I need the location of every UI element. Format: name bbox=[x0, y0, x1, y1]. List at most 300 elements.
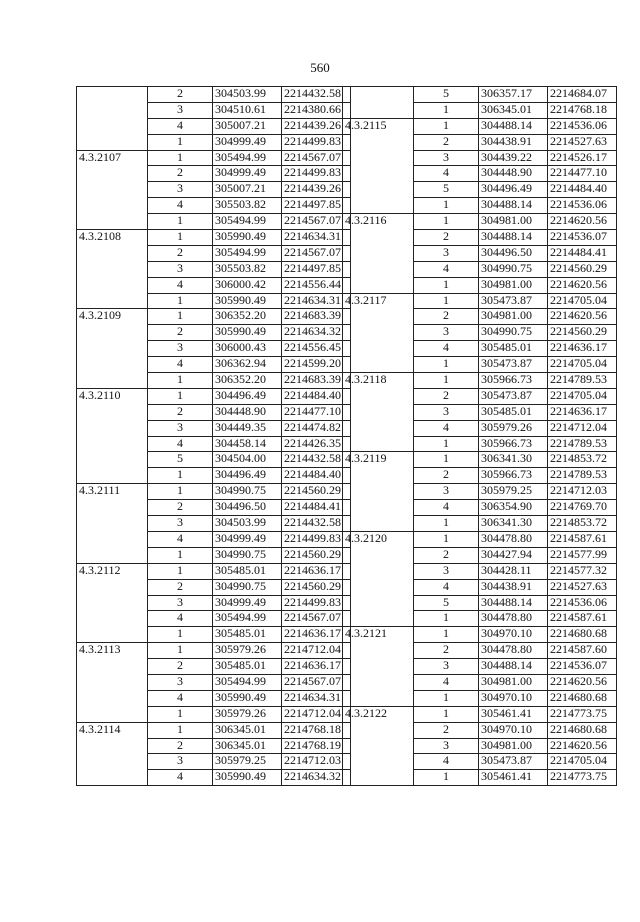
point-number: 5 bbox=[414, 595, 479, 611]
x-coordinate: 304970.10 bbox=[479, 722, 548, 738]
x-coordinate: 304496.50 bbox=[213, 500, 282, 516]
point-number: 1 bbox=[414, 452, 479, 468]
x-coordinate: 304488.14 bbox=[479, 659, 548, 675]
point-number: 1 bbox=[414, 198, 479, 214]
point-number: 3 bbox=[148, 516, 213, 532]
x-coordinate: 306341.30 bbox=[479, 452, 548, 468]
x-coordinate: 305990.49 bbox=[213, 230, 282, 246]
coordinates-table-left bbox=[76, 86, 351, 786]
y-coordinate: 2214768.18 bbox=[548, 102, 617, 118]
parcel-id: 4.3.2112 bbox=[77, 563, 148, 642]
y-coordinate: 2214499.83 bbox=[282, 595, 351, 611]
point-number: 4 bbox=[148, 118, 213, 134]
y-coordinate: 2214484.40 bbox=[282, 388, 351, 404]
coordinates-table-right bbox=[342, 86, 617, 786]
y-coordinate: 2214560.29 bbox=[548, 325, 617, 341]
point-number: 1 bbox=[148, 547, 213, 563]
point-number: 1 bbox=[414, 690, 479, 706]
parcel-id: 4.3.2108 bbox=[77, 230, 148, 309]
y-coordinate: 2214712.04 bbox=[282, 706, 351, 722]
table-row bbox=[343, 531, 617, 547]
y-coordinate: 2214560.29 bbox=[282, 484, 351, 500]
y-coordinate: 2214712.03 bbox=[282, 754, 351, 770]
x-coordinate: 305485.01 bbox=[479, 404, 548, 420]
x-coordinate: 304503.99 bbox=[213, 87, 282, 103]
y-coordinate: 2214620.56 bbox=[548, 309, 617, 325]
y-coordinate: 2214620.56 bbox=[548, 214, 617, 230]
table-row bbox=[343, 452, 617, 468]
y-coordinate: 2214439.26 bbox=[282, 182, 351, 198]
parcel-id: 4.3.2117 bbox=[343, 293, 414, 372]
x-coordinate: 304478.80 bbox=[479, 643, 548, 659]
x-coordinate: 304488.14 bbox=[479, 198, 548, 214]
y-coordinate: 2214477.10 bbox=[282, 404, 351, 420]
y-coordinate: 2214567.07 bbox=[282, 150, 351, 166]
point-number: 1 bbox=[414, 102, 479, 118]
parcel-id: 4.3.2113 bbox=[77, 643, 148, 722]
y-coordinate: 2214769.70 bbox=[548, 500, 617, 516]
x-coordinate: 305990.49 bbox=[213, 293, 282, 309]
x-coordinate: 304999.49 bbox=[213, 595, 282, 611]
y-coordinate: 2214636.17 bbox=[282, 627, 351, 643]
x-coordinate: 305966.73 bbox=[479, 373, 548, 389]
x-coordinate: 305990.49 bbox=[213, 690, 282, 706]
y-coordinate: 2214705.04 bbox=[548, 388, 617, 404]
point-number: 1 bbox=[414, 627, 479, 643]
y-coordinate: 2214536.06 bbox=[548, 595, 617, 611]
point-number: 3 bbox=[414, 738, 479, 754]
y-coordinate: 2214634.31 bbox=[282, 690, 351, 706]
parcel-id: 4.3.2114 bbox=[77, 722, 148, 786]
y-coordinate: 2214567.07 bbox=[282, 214, 351, 230]
point-number: 4 bbox=[414, 420, 479, 436]
y-coordinate: 2214684.07 bbox=[548, 87, 617, 103]
x-coordinate: 304488.14 bbox=[479, 595, 548, 611]
y-coordinate: 2214432.58 bbox=[282, 516, 351, 532]
x-coordinate: 306354.90 bbox=[479, 500, 548, 516]
parcel-id: 4.3.2120 bbox=[343, 531, 414, 626]
table-row bbox=[343, 87, 617, 103]
point-number: 3 bbox=[148, 182, 213, 198]
point-number: 2 bbox=[414, 134, 479, 150]
point-number: 1 bbox=[414, 531, 479, 547]
table-row bbox=[77, 388, 351, 404]
point-number: 2 bbox=[414, 547, 479, 563]
parcel-id: 4.3.2118 bbox=[343, 373, 414, 452]
point-number: 2 bbox=[414, 388, 479, 404]
y-coordinate: 2214634.31 bbox=[282, 293, 351, 309]
table-row bbox=[343, 293, 617, 309]
point-number: 3 bbox=[414, 563, 479, 579]
x-coordinate: 305966.73 bbox=[479, 468, 548, 484]
x-coordinate: 306345.01 bbox=[213, 738, 282, 754]
y-coordinate: 2214620.56 bbox=[548, 738, 617, 754]
parcel-id: 4.3.2115 bbox=[343, 118, 414, 213]
point-number: 1 bbox=[148, 484, 213, 500]
point-number: 1 bbox=[148, 627, 213, 643]
y-coordinate: 2214705.04 bbox=[548, 754, 617, 770]
y-coordinate: 2214527.63 bbox=[548, 579, 617, 595]
point-number: 3 bbox=[414, 150, 479, 166]
x-coordinate: 304478.80 bbox=[479, 611, 548, 627]
x-coordinate: 304496.49 bbox=[213, 468, 282, 484]
point-number: 4 bbox=[148, 436, 213, 452]
point-number: 1 bbox=[148, 722, 213, 738]
y-coordinate: 2214634.32 bbox=[282, 325, 351, 341]
x-coordinate: 304439.22 bbox=[479, 150, 548, 166]
x-coordinate: 304990.75 bbox=[213, 484, 282, 500]
x-coordinate: 306345.01 bbox=[213, 722, 282, 738]
point-number: 2 bbox=[414, 309, 479, 325]
x-coordinate: 304970.10 bbox=[479, 690, 548, 706]
y-coordinate: 2214560.29 bbox=[282, 547, 351, 563]
y-coordinate: 2214426.35 bbox=[282, 436, 351, 452]
x-coordinate: 304510.61 bbox=[213, 102, 282, 118]
table-row bbox=[343, 706, 617, 722]
table-row bbox=[77, 484, 351, 500]
x-coordinate: 304981.00 bbox=[479, 277, 548, 293]
point-number: 1 bbox=[414, 611, 479, 627]
point-number: 4 bbox=[148, 690, 213, 706]
point-number: 1 bbox=[414, 516, 479, 532]
x-coordinate: 304488.14 bbox=[479, 230, 548, 246]
x-coordinate: 304981.00 bbox=[479, 214, 548, 230]
y-coordinate: 2214536.07 bbox=[548, 659, 617, 675]
x-coordinate: 306000.42 bbox=[213, 277, 282, 293]
point-number: 1 bbox=[414, 706, 479, 722]
x-coordinate: 305990.49 bbox=[213, 770, 282, 786]
table-row bbox=[77, 150, 351, 166]
x-coordinate: 304999.49 bbox=[213, 166, 282, 182]
y-coordinate: 2214683.39 bbox=[282, 373, 351, 389]
point-number: 1 bbox=[414, 436, 479, 452]
x-coordinate: 304970.10 bbox=[479, 627, 548, 643]
x-coordinate: 304448.90 bbox=[213, 404, 282, 420]
point-number: 1 bbox=[148, 468, 213, 484]
x-coordinate: 305494.99 bbox=[213, 674, 282, 690]
point-number: 1 bbox=[414, 770, 479, 786]
x-coordinate: 305461.41 bbox=[479, 770, 548, 786]
point-number: 3 bbox=[414, 325, 479, 341]
point-number: 1 bbox=[148, 214, 213, 230]
x-coordinate: 305990.49 bbox=[213, 325, 282, 341]
x-coordinate: 304981.00 bbox=[479, 738, 548, 754]
point-number: 5 bbox=[414, 87, 479, 103]
x-coordinate: 304438.91 bbox=[479, 579, 548, 595]
point-number: 3 bbox=[414, 484, 479, 500]
x-coordinate: 305473.87 bbox=[479, 357, 548, 373]
point-number: 4 bbox=[414, 166, 479, 182]
point-number: 4 bbox=[414, 674, 479, 690]
y-coordinate: 2214712.04 bbox=[548, 420, 617, 436]
y-coordinate: 2214560.29 bbox=[282, 579, 351, 595]
x-coordinate: 306345.01 bbox=[479, 102, 548, 118]
point-number: 5 bbox=[414, 182, 479, 198]
x-coordinate: 305979.26 bbox=[213, 706, 282, 722]
y-coordinate: 2214497.85 bbox=[282, 198, 351, 214]
y-coordinate: 2214484.41 bbox=[548, 245, 617, 261]
x-coordinate: 304990.75 bbox=[213, 579, 282, 595]
point-number: 2 bbox=[148, 404, 213, 420]
point-number: 1 bbox=[148, 563, 213, 579]
point-number: 1 bbox=[414, 293, 479, 309]
y-coordinate: 2214587.61 bbox=[548, 611, 617, 627]
x-coordinate: 304503.99 bbox=[213, 516, 282, 532]
parcel-id: 4.3.2107 bbox=[77, 150, 148, 229]
point-number: 1 bbox=[414, 277, 479, 293]
table-row bbox=[343, 373, 617, 389]
point-number: 2 bbox=[148, 500, 213, 516]
parcel-id: 4.3.2116 bbox=[343, 214, 414, 293]
x-coordinate: 306352.20 bbox=[213, 373, 282, 389]
y-coordinate: 2214853.72 bbox=[548, 516, 617, 532]
x-coordinate: 305485.01 bbox=[213, 627, 282, 643]
x-coordinate: 305485.01 bbox=[479, 341, 548, 357]
point-number: 2 bbox=[148, 579, 213, 595]
parcel-id: 4.3.2119 bbox=[343, 452, 414, 531]
point-number: 4 bbox=[148, 357, 213, 373]
x-coordinate: 304496.50 bbox=[479, 245, 548, 261]
x-coordinate: 305503.82 bbox=[213, 198, 282, 214]
point-number: 3 bbox=[148, 420, 213, 436]
y-coordinate: 2214432.58 bbox=[282, 87, 351, 103]
x-coordinate: 304990.75 bbox=[213, 547, 282, 563]
x-coordinate: 305461.41 bbox=[479, 706, 548, 722]
point-number: 1 bbox=[148, 643, 213, 659]
x-coordinate: 305966.73 bbox=[479, 436, 548, 452]
x-coordinate: 305494.99 bbox=[213, 214, 282, 230]
x-coordinate: 305007.21 bbox=[213, 118, 282, 134]
point-number: 4 bbox=[148, 770, 213, 786]
point-number: 2 bbox=[148, 738, 213, 754]
y-coordinate: 2214499.83 bbox=[282, 134, 351, 150]
x-coordinate: 305979.25 bbox=[213, 754, 282, 770]
y-coordinate: 2214587.60 bbox=[548, 643, 617, 659]
x-coordinate: 304438.91 bbox=[479, 134, 548, 150]
parcel-id: 4.3.2122 bbox=[343, 706, 414, 785]
parcel-id: 4.3.2121 bbox=[343, 627, 414, 706]
x-coordinate: 304458.14 bbox=[213, 436, 282, 452]
y-coordinate: 2214497.85 bbox=[282, 261, 351, 277]
point-number: 3 bbox=[148, 674, 213, 690]
y-coordinate: 2214773.75 bbox=[548, 706, 617, 722]
point-number: 3 bbox=[414, 245, 479, 261]
point-number: 1 bbox=[148, 388, 213, 404]
x-coordinate: 305979.26 bbox=[479, 420, 548, 436]
x-coordinate: 305494.99 bbox=[213, 611, 282, 627]
point-number: 1 bbox=[414, 357, 479, 373]
x-coordinate: 306341.30 bbox=[479, 516, 548, 532]
table-row bbox=[77, 230, 351, 246]
x-coordinate: 306352.20 bbox=[213, 309, 282, 325]
point-number: 1 bbox=[414, 214, 479, 230]
y-coordinate: 2214599.20 bbox=[282, 357, 351, 373]
x-coordinate: 306000.43 bbox=[213, 341, 282, 357]
y-coordinate: 2214634.32 bbox=[282, 770, 351, 786]
point-number: 4 bbox=[414, 579, 479, 595]
y-coordinate: 2214773.75 bbox=[548, 770, 617, 786]
y-coordinate: 2214620.56 bbox=[548, 277, 617, 293]
point-number: 1 bbox=[414, 118, 479, 134]
y-coordinate: 2214567.07 bbox=[282, 245, 351, 261]
y-coordinate: 2214789.53 bbox=[548, 373, 617, 389]
point-number: 4 bbox=[414, 341, 479, 357]
y-coordinate: 2214439.26 bbox=[282, 118, 351, 134]
y-coordinate: 2214536.06 bbox=[548, 118, 617, 134]
x-coordinate: 305485.01 bbox=[213, 563, 282, 579]
parcel-id bbox=[77, 87, 148, 151]
x-coordinate: 304427.94 bbox=[479, 547, 548, 563]
y-coordinate: 2214853.72 bbox=[548, 452, 617, 468]
point-number: 4 bbox=[148, 277, 213, 293]
y-coordinate: 2214768.18 bbox=[282, 722, 351, 738]
y-coordinate: 2214536.06 bbox=[548, 198, 617, 214]
page-number: 560 bbox=[310, 60, 330, 75]
y-coordinate: 2214712.04 bbox=[282, 643, 351, 659]
parcel-id bbox=[343, 87, 414, 119]
point-number: 1 bbox=[148, 309, 213, 325]
y-coordinate: 2214567.07 bbox=[282, 611, 351, 627]
y-coordinate: 2214526.17 bbox=[548, 150, 617, 166]
point-number: 4 bbox=[414, 500, 479, 516]
point-number: 4 bbox=[148, 531, 213, 547]
x-coordinate: 304981.00 bbox=[479, 309, 548, 325]
table-row bbox=[77, 563, 351, 579]
point-number: 3 bbox=[148, 261, 213, 277]
y-coordinate: 2214634.31 bbox=[282, 230, 351, 246]
x-coordinate: 304449.35 bbox=[213, 420, 282, 436]
y-coordinate: 2214577.99 bbox=[548, 547, 617, 563]
y-coordinate: 2214567.07 bbox=[282, 674, 351, 690]
point-number: 2 bbox=[148, 325, 213, 341]
x-coordinate: 304999.49 bbox=[213, 134, 282, 150]
y-coordinate: 2214484.40 bbox=[282, 468, 351, 484]
point-number: 4 bbox=[414, 754, 479, 770]
point-number: 1 bbox=[148, 150, 213, 166]
y-coordinate: 2214477.10 bbox=[548, 166, 617, 182]
y-coordinate: 2214577.32 bbox=[548, 563, 617, 579]
point-number: 4 bbox=[148, 611, 213, 627]
y-coordinate: 2214636.17 bbox=[282, 659, 351, 675]
y-coordinate: 2214680.68 bbox=[548, 627, 617, 643]
x-coordinate: 304448.90 bbox=[479, 166, 548, 182]
point-number: 3 bbox=[148, 102, 213, 118]
y-coordinate: 2214680.68 bbox=[548, 722, 617, 738]
x-coordinate: 305494.99 bbox=[213, 150, 282, 166]
x-coordinate: 306362.94 bbox=[213, 357, 282, 373]
x-coordinate: 305494.99 bbox=[213, 245, 282, 261]
y-coordinate: 2214789.53 bbox=[548, 436, 617, 452]
x-coordinate: 304990.75 bbox=[479, 325, 548, 341]
table-row bbox=[77, 722, 351, 738]
y-coordinate: 2214499.83 bbox=[282, 166, 351, 182]
point-number: 2 bbox=[148, 166, 213, 182]
y-coordinate: 2214556.44 bbox=[282, 277, 351, 293]
point-number: 2 bbox=[414, 643, 479, 659]
table-row bbox=[343, 214, 617, 230]
x-coordinate: 304999.49 bbox=[213, 531, 282, 547]
y-coordinate: 2214680.68 bbox=[548, 690, 617, 706]
x-coordinate: 304990.75 bbox=[479, 261, 548, 277]
point-number: 2 bbox=[148, 659, 213, 675]
x-coordinate: 304981.00 bbox=[479, 674, 548, 690]
y-coordinate: 2214636.17 bbox=[548, 341, 617, 357]
point-number: 1 bbox=[148, 293, 213, 309]
point-number: 4 bbox=[148, 198, 213, 214]
x-coordinate: 304428.11 bbox=[479, 563, 548, 579]
x-coordinate: 305473.87 bbox=[479, 754, 548, 770]
y-coordinate: 2214380.66 bbox=[282, 102, 351, 118]
y-coordinate: 2214789.53 bbox=[548, 468, 617, 484]
y-coordinate: 2214587.61 bbox=[548, 531, 617, 547]
point-number: 1 bbox=[148, 134, 213, 150]
point-number: 2 bbox=[148, 245, 213, 261]
y-coordinate: 2214705.04 bbox=[548, 293, 617, 309]
point-number: 2 bbox=[414, 722, 479, 738]
point-number: 1 bbox=[148, 706, 213, 722]
y-coordinate: 2214620.56 bbox=[548, 674, 617, 690]
y-coordinate: 2214536.07 bbox=[548, 230, 617, 246]
point-number: 2 bbox=[148, 87, 213, 103]
x-coordinate: 304496.49 bbox=[479, 182, 548, 198]
point-number: 3 bbox=[414, 404, 479, 420]
y-coordinate: 2214499.83 bbox=[282, 531, 351, 547]
y-coordinate: 2214484.40 bbox=[548, 182, 617, 198]
parcel-id: 4.3.2110 bbox=[77, 388, 148, 483]
x-coordinate: 305473.87 bbox=[479, 293, 548, 309]
parcel-id: 4.3.2111 bbox=[77, 484, 148, 563]
point-number: 3 bbox=[414, 659, 479, 675]
table-row bbox=[77, 309, 351, 325]
y-coordinate: 2214705.04 bbox=[548, 357, 617, 373]
point-number: 2 bbox=[414, 468, 479, 484]
point-number: 3 bbox=[148, 595, 213, 611]
table-row bbox=[77, 643, 351, 659]
y-coordinate: 2214484.41 bbox=[282, 500, 351, 516]
x-coordinate: 306357.17 bbox=[479, 87, 548, 103]
point-number: 2 bbox=[414, 230, 479, 246]
point-number: 3 bbox=[148, 341, 213, 357]
x-coordinate: 305473.87 bbox=[479, 388, 548, 404]
point-number: 4 bbox=[414, 261, 479, 277]
point-number: 3 bbox=[148, 754, 213, 770]
y-coordinate: 2214768.19 bbox=[282, 738, 351, 754]
y-coordinate: 2214636.17 bbox=[548, 404, 617, 420]
y-coordinate: 2214712.03 bbox=[548, 484, 617, 500]
point-number: 1 bbox=[148, 230, 213, 246]
x-coordinate: 305503.82 bbox=[213, 261, 282, 277]
table-row bbox=[343, 118, 617, 134]
x-coordinate: 305007.21 bbox=[213, 182, 282, 198]
y-coordinate: 2214560.29 bbox=[548, 261, 617, 277]
y-coordinate: 2214527.63 bbox=[548, 134, 617, 150]
y-coordinate: 2214683.39 bbox=[282, 309, 351, 325]
point-number: 1 bbox=[414, 373, 479, 389]
y-coordinate: 2214474.82 bbox=[282, 420, 351, 436]
x-coordinate: 304504.00 bbox=[213, 452, 282, 468]
point-number: 5 bbox=[148, 452, 213, 468]
x-coordinate: 304478.80 bbox=[479, 531, 548, 547]
x-coordinate: 305485.01 bbox=[213, 659, 282, 675]
table-row bbox=[77, 87, 351, 103]
x-coordinate: 305979.26 bbox=[213, 643, 282, 659]
x-coordinate: 304488.14 bbox=[479, 118, 548, 134]
x-coordinate: 305979.25 bbox=[479, 484, 548, 500]
y-coordinate: 2214636.17 bbox=[282, 563, 351, 579]
x-coordinate: 304496.49 bbox=[213, 388, 282, 404]
point-number: 1 bbox=[148, 373, 213, 389]
y-coordinate: 2214432.58 bbox=[282, 452, 351, 468]
